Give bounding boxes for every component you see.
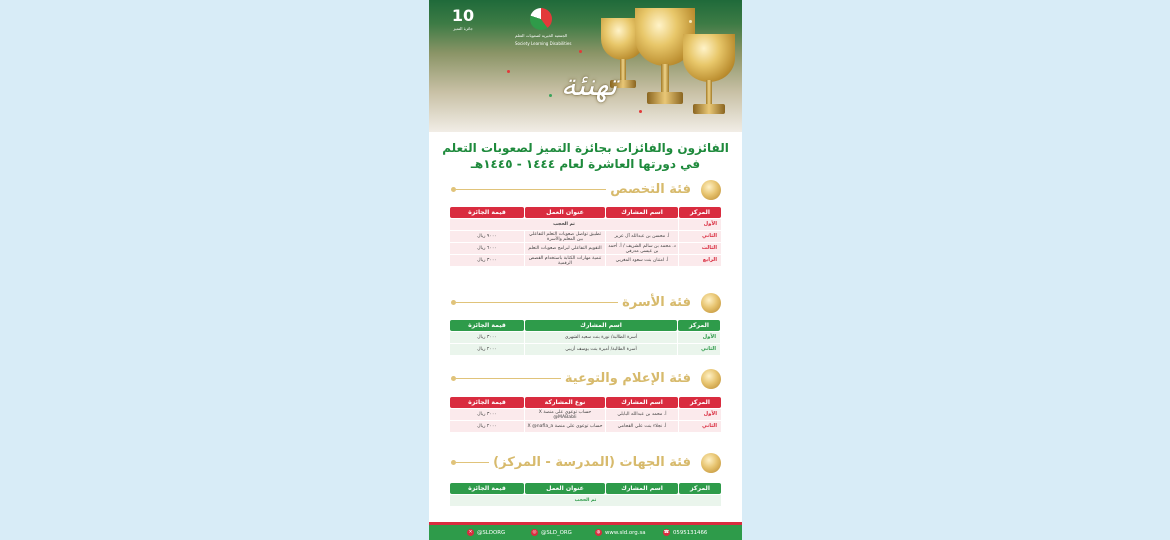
section-heading-media (451, 369, 721, 389)
gold-medal-icon (701, 453, 721, 473)
rank-cell: الثالث (679, 243, 721, 254)
table-header-row (450, 483, 721, 494)
table-row (450, 409, 721, 420)
participant-cell: أ. نجلاء بنت علي القحامي (606, 421, 678, 432)
section-title: فئة الإعلام والتوعية (561, 370, 695, 388)
instagram-handle: @SLD_ORG (541, 530, 572, 536)
section-heading-entities (451, 453, 721, 473)
prize-cell: ٣٠٠٠ ريال (450, 409, 524, 420)
column-header: اسم المشارك (606, 207, 678, 218)
section-title: فئة الأسرة (618, 294, 695, 312)
rank-cell: الأول (678, 332, 720, 343)
withheld-cell: تم الحجب (450, 495, 721, 506)
column-header: المركز (679, 207, 721, 218)
trophy-right-image (683, 34, 735, 114)
society-name-ar: الجمعية الخيرية لصعوبات التعلم (515, 33, 568, 38)
rank-cell: الرابع (679, 255, 721, 266)
rank-cell: الأول (679, 219, 721, 230)
work-title-cell: تطبيق تواصل صعوبات التعلم التفاعلي بين المعلم والأسرة (525, 231, 605, 242)
table-row (450, 231, 721, 242)
participant-cell: د. محمد بن سالم الشريف / أ. أحمد بن عيسى مدرفي (606, 243, 678, 254)
x-link[interactable] (467, 529, 505, 537)
column-header: المركز (678, 320, 720, 331)
phone-icon: ☎ (663, 530, 670, 535)
column-header: قيمة الجائزة (450, 207, 524, 218)
section-heading-family (451, 293, 721, 313)
x-handle: @SLDORG (477, 530, 506, 536)
table-header-row (450, 320, 720, 331)
instagram-icon: ◎ (532, 530, 537, 535)
entities-table (449, 482, 722, 507)
table-row (450, 344, 720, 355)
prize-cell: ٩٠٠٠ ريال (450, 231, 524, 242)
tenth-edition-logo (443, 6, 483, 48)
participant-cell: أ. محسن بن عبدالله آل عزيز (606, 231, 678, 242)
rank-cell: الثاني (678, 344, 720, 355)
globe-icon: ◍ (596, 530, 601, 535)
column-header: قيمة الجائزة (450, 483, 524, 494)
participant-cell: أ. امتنان بنت سعود المغربي (606, 255, 678, 266)
column-header: اسم المشارك (525, 320, 677, 331)
gold-medal-icon (701, 180, 721, 200)
prize-cell: ٢٠٠٠ ريال (450, 421, 524, 432)
column-header: اسم المشارك (606, 397, 678, 408)
rank-cell: الثاني (679, 421, 721, 432)
society-logo-mark-icon (530, 8, 552, 30)
participation-type-cell: حساب توعوي على منصة X @MABabli (525, 409, 605, 420)
table-row (450, 243, 721, 254)
participation-type-cell: حساب توعوي على منصة X @nafla_a (525, 421, 605, 432)
column-header: المركز (679, 397, 721, 408)
rank-cell: الأول (679, 409, 721, 420)
gold-medal-icon (701, 293, 721, 313)
gold-medal-icon (701, 369, 721, 389)
section-heading-specialty (451, 180, 721, 200)
participant-cell: أسرة الطالبة/ أميرة بنت يوسف أزيبي (525, 344, 677, 355)
page-title-line1: الفائزون والفائزات بجائزة التميز لصعوبات التعلم (442, 141, 729, 155)
anniversary-number: 10 (451, 6, 475, 25)
table-row (450, 255, 721, 266)
withheld-cell: تم الحجب (450, 219, 678, 230)
page-title-line2: في دورتها العاشرة لعام ١٤٤٤ - ١٤٤٥هـ (470, 157, 701, 171)
phone-link[interactable] (663, 529, 707, 537)
instagram-link[interactable] (531, 529, 572, 537)
media-table (449, 396, 722, 433)
work-title-cell: تنمية مهارات الكتابة باستخدام القصص الرقمية (525, 255, 605, 266)
anniversary-caption: جائزة التميز (453, 26, 473, 31)
hero-banner (429, 0, 742, 132)
prize-cell: ٣٠٠٠ ريال (450, 332, 524, 343)
website-link[interactable] (595, 529, 646, 537)
congratulations-poster (429, 0, 742, 540)
hero-calligraphy-title: تهنئة (560, 68, 618, 103)
contact-footer (429, 522, 742, 540)
prize-cell: ٦٠٠٠ ريال (450, 243, 524, 254)
column-header: عنوان العمل (525, 483, 605, 494)
section-title: فئة التخصص (606, 181, 695, 199)
table-row (450, 332, 720, 343)
society-name-en: Society Learning Disabilities (515, 41, 572, 46)
prize-cell: ٢٠٠٠ ريال (450, 344, 524, 355)
work-title-cell: التقويم التفاعلي لبرامج صعوبات التعلم (525, 243, 605, 254)
column-header: عنوان العمل (525, 207, 605, 218)
family-table (449, 319, 721, 356)
phone-number: 0595131466 (673, 530, 708, 536)
column-header: اسم المشارك (606, 483, 678, 494)
specialty-table (449, 206, 722, 267)
table-header-row (450, 397, 721, 408)
prize-cell: ٣٠٠٠ ريال (450, 255, 524, 266)
rank-cell: الثاني (679, 231, 721, 242)
society-logo (515, 8, 572, 52)
x-icon: ✕ (468, 530, 473, 535)
column-header: قيمة الجائزة (450, 397, 524, 408)
column-header: قيمة الجائزة (450, 320, 524, 331)
page-title (429, 140, 742, 172)
participant-cell: أسرة الطالبة/ نورة بنت سعيد الشهري (525, 332, 677, 343)
table-row (450, 219, 721, 230)
table-row (450, 421, 721, 432)
website-url: www.sld.org.sa (605, 530, 646, 536)
table-row (450, 495, 721, 506)
participant-cell: أ. محمد بن عبدالله البابلي (606, 409, 678, 420)
section-title: فئة الجهات (المدرسة - المركز) (489, 454, 695, 472)
column-header: المركز (679, 483, 721, 494)
table-header-row (450, 207, 721, 218)
column-header: نوع المشاركة (525, 397, 605, 408)
